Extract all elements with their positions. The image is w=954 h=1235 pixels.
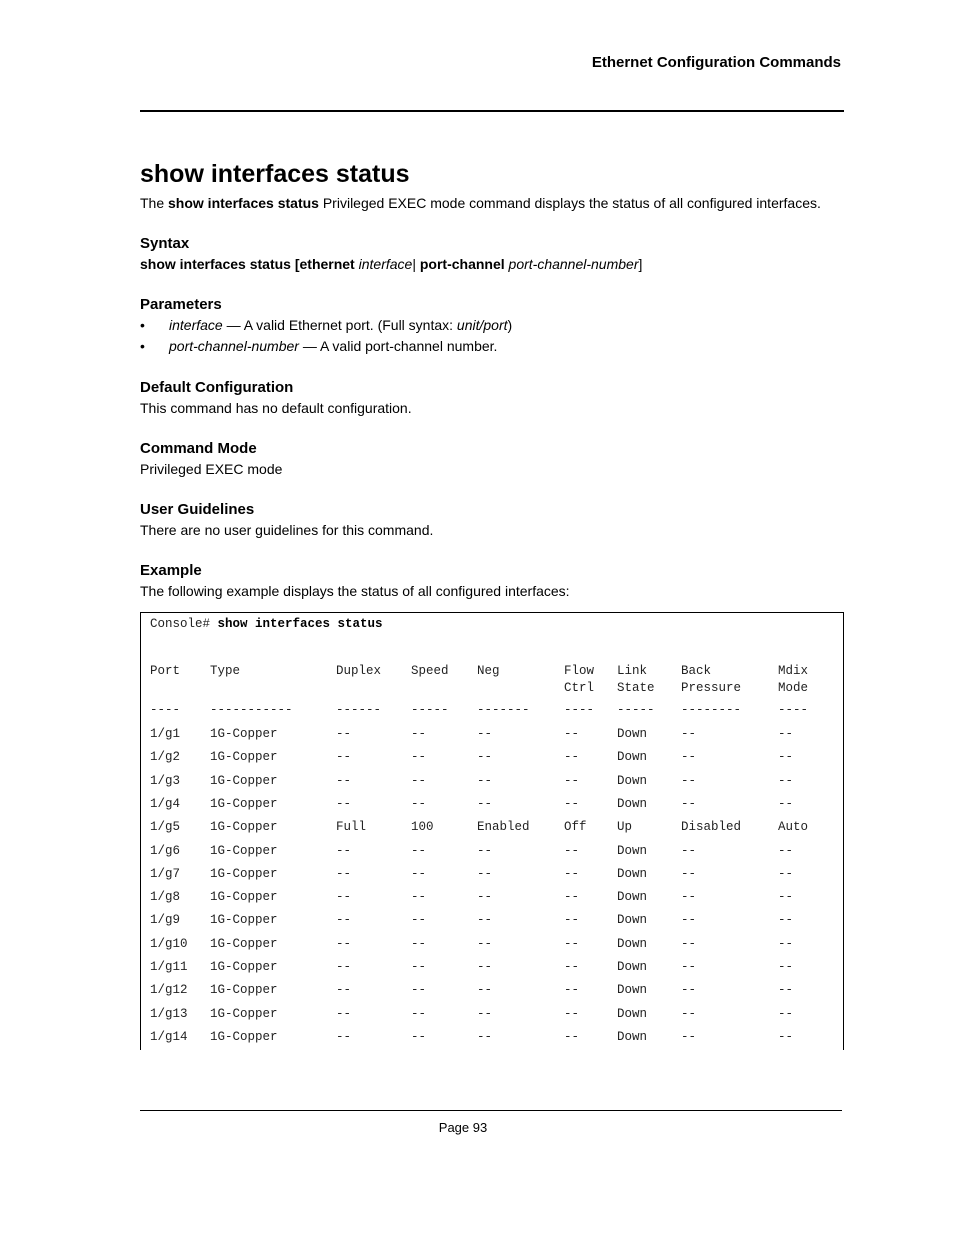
table-header-cell: Speed bbox=[411, 664, 449, 678]
table-row-cell: Full bbox=[336, 820, 367, 834]
table-row-cell: 1G-Copper bbox=[210, 727, 278, 741]
table-row-cell: 1G-Copper bbox=[210, 820, 278, 834]
syntax-line bbox=[140, 254, 846, 274]
table-row-cell: -- bbox=[411, 1030, 427, 1044]
table-row-cell: -- bbox=[477, 890, 493, 904]
bullet-icon: • bbox=[140, 338, 145, 354]
table-row-cell: -- bbox=[477, 1007, 493, 1021]
table-row-cell: -- bbox=[477, 844, 493, 858]
table-row-cell: -- bbox=[336, 1030, 352, 1044]
table-row-cell: -- bbox=[681, 750, 697, 764]
table-row-cell: -- bbox=[681, 867, 697, 881]
table-row-cell: -- bbox=[477, 867, 493, 881]
table-row bbox=[141, 820, 843, 838]
parameter-term: interface bbox=[169, 317, 223, 333]
parameter-end: ) bbox=[507, 317, 513, 333]
table-separator-cell: ----------- bbox=[210, 703, 293, 717]
syntax-part2: interface bbox=[358, 256, 413, 272]
table-row-cell: -- bbox=[336, 867, 352, 881]
table-row-cell: 1/g12 bbox=[150, 983, 188, 997]
table-row-cell: Down bbox=[617, 960, 648, 974]
table-row-cell: -- bbox=[336, 983, 352, 997]
parameter-term: port-channel-number bbox=[169, 338, 299, 354]
table-row-cell: -- bbox=[778, 913, 794, 927]
table-row-cell: -- bbox=[681, 1030, 697, 1044]
user-guidelines-heading: User Guidelines bbox=[140, 501, 255, 518]
table-row bbox=[141, 960, 843, 978]
table-row-cell: Down bbox=[617, 983, 648, 997]
table-row-cell: 1G-Copper bbox=[210, 1007, 278, 1021]
table-header-cell: Ctrl bbox=[564, 681, 595, 695]
table-row-cell: Down bbox=[617, 797, 648, 811]
table-row-cell: Down bbox=[617, 1007, 648, 1021]
table-row-cell: -- bbox=[411, 867, 427, 881]
table-row-cell: -- bbox=[411, 913, 427, 927]
table-row-cell: 1G-Copper bbox=[210, 750, 278, 764]
content bbox=[140, 193, 846, 601]
table-header-cell: State bbox=[617, 681, 655, 695]
table-row-cell: -- bbox=[336, 960, 352, 974]
table-row-cell: Down bbox=[617, 727, 648, 741]
table-row-cell: 1G-Copper bbox=[210, 844, 278, 858]
console-command-line bbox=[150, 617, 383, 631]
table-header-cell: Flow bbox=[564, 664, 595, 678]
table-separator-cell: ------ bbox=[336, 703, 382, 717]
table-row-cell: 1G-Copper bbox=[210, 960, 278, 974]
table-row-cell: -- bbox=[336, 727, 352, 741]
table-row-cell: -- bbox=[336, 844, 352, 858]
table-row-cell: -- bbox=[564, 727, 580, 741]
table-row-cell: 1/g14 bbox=[150, 1030, 188, 1044]
table-row-cell: -- bbox=[681, 937, 697, 951]
table-row-cell: -- bbox=[477, 983, 493, 997]
table-row-cell: 1/g8 bbox=[150, 890, 181, 904]
syntax-part1: show interfaces status [ethernet bbox=[140, 256, 359, 272]
table-row-cell: -- bbox=[564, 774, 580, 788]
table-row bbox=[141, 844, 843, 862]
console-output bbox=[140, 612, 844, 1050]
table-row-cell: 1G-Copper bbox=[210, 867, 278, 881]
table-separator-cell: ----- bbox=[617, 703, 655, 717]
table-row-cell: -- bbox=[681, 797, 697, 811]
table-row-cell: -- bbox=[477, 913, 493, 927]
table-row-cell: Up bbox=[617, 820, 633, 834]
table-header-cell: Type bbox=[210, 664, 241, 678]
intro-post: Privileged EXEC mode command displays the status of all configured interfaces. bbox=[318, 195, 821, 211]
table-row-cell: 1/g11 bbox=[150, 960, 188, 974]
page-title: show interfaces status bbox=[140, 160, 410, 188]
table-header-cell: Neg bbox=[477, 664, 500, 678]
table-row-cell: -- bbox=[778, 797, 794, 811]
table-row-cell: -- bbox=[564, 890, 580, 904]
footer-rule bbox=[140, 1110, 842, 1111]
table-row-cell: Down bbox=[617, 937, 648, 951]
header-rule bbox=[140, 110, 844, 112]
table-row-cell: -- bbox=[564, 960, 580, 974]
command-mode-text: Privileged EXEC mode bbox=[140, 461, 283, 477]
table-header-cell: Duplex bbox=[336, 664, 382, 678]
table-row-cell: -- bbox=[411, 750, 427, 764]
table-row-cell: Down bbox=[617, 890, 648, 904]
table-row-cell: -- bbox=[778, 774, 794, 788]
table-separator-cell: -------- bbox=[681, 703, 742, 717]
table-row-cell: -- bbox=[477, 1030, 493, 1044]
table-row-cell: -- bbox=[477, 750, 493, 764]
table-row-cell: -- bbox=[411, 937, 427, 951]
table-row-cell: -- bbox=[564, 797, 580, 811]
table-row-cell: -- bbox=[681, 983, 697, 997]
page-number: Page 93 bbox=[438, 1120, 488, 1135]
table-row-cell: -- bbox=[681, 844, 697, 858]
parameter-desc: — A valid port-channel number. bbox=[298, 338, 498, 354]
table-row-cell: -- bbox=[477, 774, 493, 788]
syntax-part3: | bbox=[412, 256, 420, 272]
parameter-desc: — A valid Ethernet port. (Full syntax: bbox=[222, 317, 457, 333]
table-row-cell: -- bbox=[681, 913, 697, 927]
syntax-part6: port-channel-number bbox=[508, 256, 639, 272]
table-row-cell: -- bbox=[778, 750, 794, 764]
table-row-cell: -- bbox=[477, 727, 493, 741]
table-separator bbox=[141, 703, 843, 721]
table-row-cell: 1G-Copper bbox=[210, 890, 278, 904]
table-row-cell: -- bbox=[477, 937, 493, 951]
table-row-cell: -- bbox=[778, 960, 794, 974]
table-row-cell: -- bbox=[681, 774, 697, 788]
table-row bbox=[141, 1030, 843, 1048]
table-row-cell: -- bbox=[564, 983, 580, 997]
table-row-cell: 1G-Copper bbox=[210, 937, 278, 951]
table-row-cell: -- bbox=[336, 937, 352, 951]
table-row-cell: 100 bbox=[411, 820, 434, 834]
table-header bbox=[141, 681, 843, 699]
table-row-cell: -- bbox=[778, 937, 794, 951]
table-row-cell: 1/g7 bbox=[150, 867, 181, 881]
user-guidelines-text: There are no user guidelines for this command. bbox=[140, 522, 434, 538]
table-row bbox=[141, 797, 843, 815]
table-row-cell: -- bbox=[778, 727, 794, 741]
table-row-cell: Down bbox=[617, 844, 648, 858]
table-row-cell: Down bbox=[617, 867, 648, 881]
table-row bbox=[141, 913, 843, 931]
table-separator-cell: ---- bbox=[564, 703, 595, 717]
example-heading: Example bbox=[140, 562, 202, 579]
table-row-cell: -- bbox=[411, 1007, 427, 1021]
table-row bbox=[141, 774, 843, 792]
table-header-cell: Link bbox=[617, 664, 648, 678]
table-row-cell: -- bbox=[778, 1007, 794, 1021]
table-row-cell: 1/g6 bbox=[150, 844, 181, 858]
table-separator-cell: ---- bbox=[778, 703, 809, 717]
table-row-cell: -- bbox=[411, 797, 427, 811]
table-row-cell: 1/g5 bbox=[150, 820, 181, 834]
console-command: show interfaces status bbox=[217, 617, 383, 631]
table-header-cell: Back bbox=[681, 664, 712, 678]
table-row-cell: Auto bbox=[778, 820, 809, 834]
table-row-cell: 1/g2 bbox=[150, 750, 181, 764]
table-row-cell: 1G-Copper bbox=[210, 913, 278, 927]
table-header-cell: Mdix bbox=[778, 664, 809, 678]
table-row-cell: Down bbox=[617, 1030, 648, 1044]
command-mode-heading: Command Mode bbox=[140, 440, 257, 457]
table-row-cell: -- bbox=[564, 750, 580, 764]
table-header-cell: Mode bbox=[778, 681, 809, 695]
table-row-cell: Off bbox=[564, 820, 587, 834]
console-prompt: Console# bbox=[150, 617, 218, 631]
running-header: Ethernet Configuration Commands bbox=[591, 54, 841, 71]
table-header bbox=[141, 664, 843, 682]
table-row-cell: 1G-Copper bbox=[210, 797, 278, 811]
table-row-cell: -- bbox=[411, 844, 427, 858]
table-row bbox=[141, 867, 843, 885]
table-row bbox=[141, 750, 843, 768]
syntax-part7: ] bbox=[638, 256, 643, 272]
table-row-cell: -- bbox=[411, 983, 427, 997]
table-row-cell: -- bbox=[778, 1030, 794, 1044]
table-row-cell: 1/g10 bbox=[150, 937, 188, 951]
table-row-cell: -- bbox=[681, 960, 697, 974]
table-row-cell: -- bbox=[681, 1007, 697, 1021]
table-row-cell: -- bbox=[778, 844, 794, 858]
table-row-cell: -- bbox=[336, 890, 352, 904]
table-row-cell: Down bbox=[617, 913, 648, 927]
table-row-cell: -- bbox=[564, 1007, 580, 1021]
table-row-cell: -- bbox=[336, 913, 352, 927]
syntax-part4: port-channel bbox=[419, 256, 505, 272]
parameters-heading: Parameters bbox=[140, 296, 222, 313]
intro-paragraph bbox=[140, 193, 846, 213]
table-row-cell: Down bbox=[617, 750, 648, 764]
intro-pre: The bbox=[140, 195, 169, 211]
table-row bbox=[141, 1007, 843, 1025]
table-row-cell: -- bbox=[336, 797, 352, 811]
table-row-cell: -- bbox=[411, 727, 427, 741]
table-header-cell: Port bbox=[150, 664, 181, 678]
example-text: The following example displays the status of all configured interfaces: bbox=[140, 583, 570, 599]
table-row-cell: 1/g4 bbox=[150, 797, 181, 811]
table-row-cell: -- bbox=[778, 983, 794, 997]
default-config-heading: Default Configuration bbox=[140, 379, 294, 396]
intro-command: show interfaces status bbox=[168, 195, 319, 211]
table-row-cell: -- bbox=[477, 797, 493, 811]
table-row bbox=[141, 890, 843, 908]
table-row-cell: 1/g13 bbox=[150, 1007, 188, 1021]
table-row-cell: -- bbox=[681, 727, 697, 741]
table-row-cell: -- bbox=[411, 890, 427, 904]
table-row-cell: -- bbox=[411, 960, 427, 974]
table-row-cell: -- bbox=[336, 774, 352, 788]
table-row-cell: 1/g9 bbox=[150, 913, 181, 927]
bullet-icon: • bbox=[140, 317, 145, 333]
table-separator-cell: ---- bbox=[150, 703, 181, 717]
parameter-extra: unit/port bbox=[456, 317, 508, 333]
parameters-list bbox=[140, 315, 846, 357]
table-row-cell: 1/g3 bbox=[150, 774, 181, 788]
table-row-cell: -- bbox=[564, 913, 580, 927]
table-row bbox=[141, 983, 843, 1001]
syntax-heading: Syntax bbox=[140, 235, 190, 252]
table-row-cell: 1G-Copper bbox=[210, 983, 278, 997]
table-row-cell: -- bbox=[778, 867, 794, 881]
table-row-cell: Disabled bbox=[681, 820, 742, 834]
table-row-cell: -- bbox=[564, 844, 580, 858]
table-row-cell: 1G-Copper bbox=[210, 1030, 278, 1044]
table-row-cell: -- bbox=[477, 960, 493, 974]
table-separator-cell: ----- bbox=[411, 703, 449, 717]
table-row-cell: -- bbox=[336, 1007, 352, 1021]
table-row-cell: Down bbox=[617, 774, 648, 788]
table-row-cell: -- bbox=[564, 867, 580, 881]
table-row-cell: -- bbox=[564, 1030, 580, 1044]
table-row-cell: -- bbox=[778, 890, 794, 904]
table-row-cell: Enabled bbox=[477, 820, 530, 834]
table-row-cell: -- bbox=[564, 937, 580, 951]
table-row-cell: -- bbox=[336, 750, 352, 764]
table-header-cell: Pressure bbox=[681, 681, 742, 695]
parameter-item bbox=[140, 315, 846, 336]
table-row-cell: 1G-Copper bbox=[210, 774, 278, 788]
table-row-cell: -- bbox=[411, 774, 427, 788]
table-separator-cell: ------- bbox=[477, 703, 530, 717]
parameter-item bbox=[140, 336, 846, 357]
table-row-cell: 1/g1 bbox=[150, 727, 181, 741]
table-row bbox=[141, 937, 843, 955]
default-config-text: This command has no default configuration. bbox=[140, 400, 412, 416]
table-row bbox=[141, 727, 843, 745]
table-row-cell: -- bbox=[681, 890, 697, 904]
